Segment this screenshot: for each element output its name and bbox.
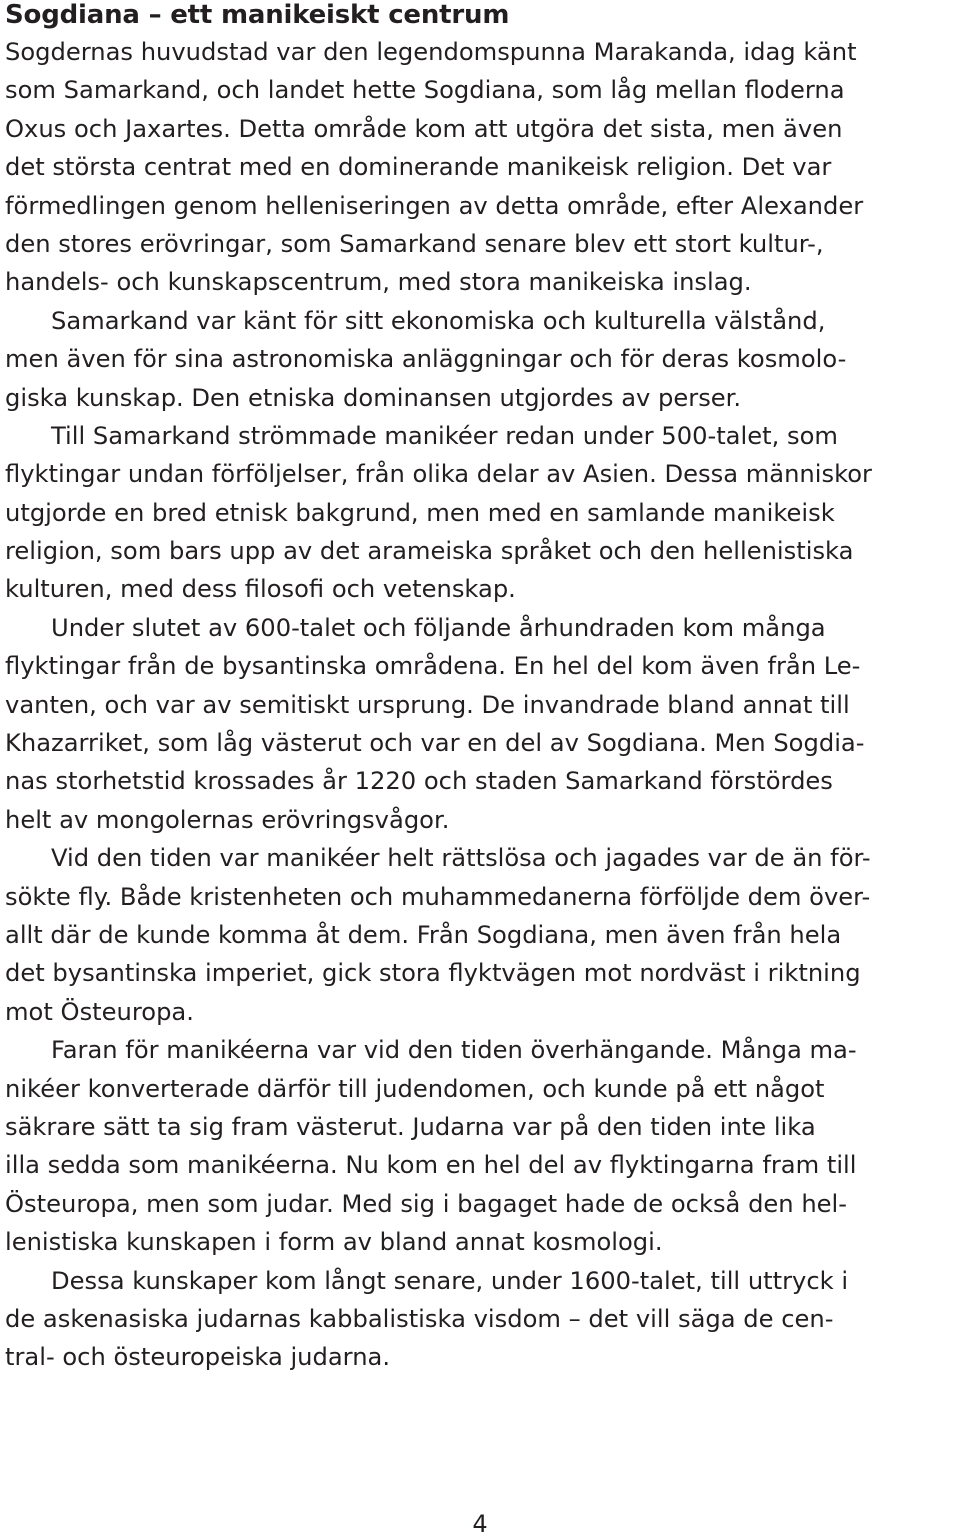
paragraph-3: [5, 417, 957, 609]
text-line: allt där de kunde komma åt dem. Från Sogdiana, men även från hela: [5, 920, 842, 949]
text-line: de askenasiska judarnas kabbalistiska visdom – det vill säga de cen-: [5, 1304, 834, 1333]
text-line: helt av mongolernas erövringsvågor.: [5, 805, 450, 834]
text-line: flyktingar från de bysantinska områdena. En hel del kom även från Le-: [5, 652, 861, 681]
paragraph-5: [5, 839, 957, 1031]
paragraph-1: [5, 33, 957, 302]
text-line: förmedlingen genom helleniseringen av detta område, efter Alexander: [5, 191, 864, 220]
text-line: sökte fly. Både kristenheten och muhammedanerna förföljde dem över-: [5, 882, 871, 911]
text-line: Sogdernas huvudstad var den legendomspunna Marakanda, idag känt: [5, 38, 857, 66]
text-line: illa sedda som manikéerna. Nu kom en hel del av flyktingarna fram till: [5, 1151, 857, 1180]
text-line: handels- och kunskapscentrum, med stora manikeiska inslag.: [5, 268, 752, 297]
paragraph-2: [5, 302, 957, 417]
text-line: religion, som bars upp av det arameiska språket och den hellenistiska: [5, 537, 854, 566]
text-line: den stores erövringar, som Samarkand senare blev ett stort kultur-,: [5, 229, 824, 258]
paragraph-7: [5, 1262, 957, 1377]
text-line: nas storhetstid krossades år 1220 och staden Samarkand förstördes: [5, 767, 833, 796]
text-line: utgjorde en bred etnisk bakgrund, men med en samlande manikeisk: [5, 498, 835, 527]
text-line: mot Östeuropa.: [5, 997, 194, 1026]
text-line: nikéer konverterade därför till judendomen, och kunde på ett något: [5, 1074, 825, 1103]
text-line: giska kunskap. Den etniska dominansen utgjordes av perser.: [5, 383, 742, 412]
text-line: lenistiska kunskapen i form av bland annat kosmologi.: [5, 1228, 663, 1257]
text-line: men även för sina astronomiska anläggningar och för deras kosmolo-: [5, 345, 847, 374]
paragraph-4: [5, 609, 957, 839]
text-line: Khazarriket, som låg västerut och var en del av Sogdiana. Men Sogdia-: [5, 729, 865, 758]
text-line: vanten, och var av semitiskt ursprung. De invandrade bland annat till: [5, 690, 850, 719]
document-page: [5, 0, 957, 1377]
text-line: tral- och östeuropeiska judarna.: [5, 1343, 391, 1372]
text-line: Till Samarkand strömmade manikéer redan under 500-talet, som: [51, 421, 838, 450]
text-line: Dessa kunskaper kom långt senare, under 1600-talet, till uttryck i: [51, 1266, 849, 1295]
text-line: kulturen, med dess filosofi och vetenskap.: [5, 575, 516, 604]
section-heading: Sogdiana – ett manikeiskt centrum: [5, 0, 510, 30]
paragraph-6: [5, 1031, 957, 1261]
text-line: säkrare sätt ta sig fram västerut. Judarna var på den tiden inte lika: [5, 1112, 816, 1141]
text-line: flyktingar undan förföljelser, från olika delar av Asien. Dessa människor: [5, 460, 872, 489]
text-line: Östeuropa, men som judar. Med sig i bagaget hade de också den hel-: [5, 1189, 847, 1218]
page-number: 4: [472, 1510, 488, 1538]
text-line: Oxus och Jaxartes. Detta område kom att utgöra det sista, men även: [5, 114, 843, 143]
text-line: det bysantinska imperiet, gick stora flyktvägen mot nordväst i riktning: [5, 959, 861, 988]
text-line: Samarkand var känt för sitt ekonomiska och kulturella välstånd,: [51, 306, 826, 335]
text-line: det största centrat med en dominerande manikeisk religion. Det var: [5, 153, 832, 182]
text-line: som Samarkand, och landet hette Sogdiana, som låg mellan floderna: [5, 76, 845, 105]
text-line: Faran för manikéerna var vid den tiden överhängande. Många ma-: [51, 1036, 857, 1065]
text-line: Under slutet av 600-talet och följande århundraden kom många: [51, 613, 826, 642]
text-line: Vid den tiden var manikéer helt rättslösa och jagades var de än för-: [51, 844, 871, 873]
